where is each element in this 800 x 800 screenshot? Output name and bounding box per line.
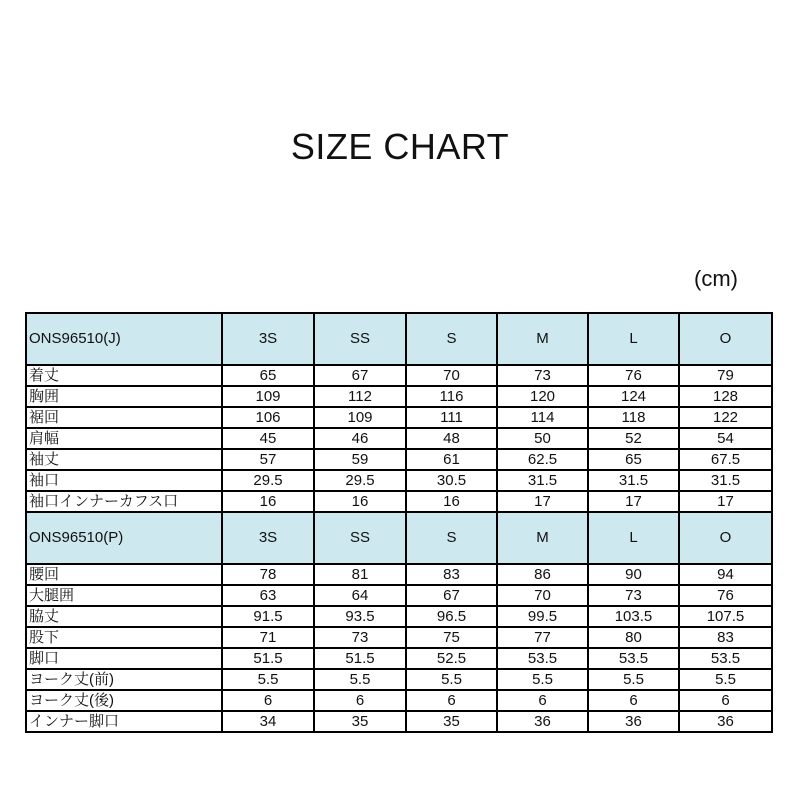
pants-model-label: ONS96510(P) (26, 512, 222, 564)
measurement-value: 30.5 (406, 470, 497, 491)
pants-size-header: M (497, 512, 588, 564)
measurement-value: 70 (497, 585, 588, 606)
measurement-label: 胸囲 (26, 386, 222, 407)
measurement-value: 17 (497, 491, 588, 512)
table-row (26, 407, 772, 428)
measurement-value: 31.5 (679, 470, 772, 491)
jacket-model-label: ONS96510(J) (26, 313, 222, 365)
measurement-value: 35 (314, 711, 406, 732)
measurement-value: 6 (406, 690, 497, 711)
unit-label: (cm) (694, 266, 738, 291)
measurement-value: 67 (314, 365, 406, 386)
measurement-label: 肩幅 (26, 428, 222, 449)
measurement-value: 78 (222, 564, 314, 585)
table-row (26, 564, 772, 585)
measurement-value: 53.5 (588, 648, 679, 669)
measurement-value: 81 (314, 564, 406, 585)
measurement-value: 29.5 (222, 470, 314, 491)
measurement-value: 5.5 (679, 669, 772, 690)
measurement-value: 103.5 (588, 606, 679, 627)
measurement-value: 6 (588, 690, 679, 711)
measurement-value: 67 (406, 585, 497, 606)
measurement-value: 109 (222, 386, 314, 407)
measurement-value: 70 (406, 365, 497, 386)
measurement-label: インナー脚口 (26, 711, 222, 732)
measurement-value: 51.5 (222, 648, 314, 669)
measurement-value: 90 (588, 564, 679, 585)
measurement-value: 86 (497, 564, 588, 585)
measurement-value: 29.5 (314, 470, 406, 491)
measurement-value: 80 (588, 627, 679, 648)
measurement-value: 59 (314, 449, 406, 470)
measurement-value: 6 (314, 690, 406, 711)
measurement-label: 裾回 (26, 407, 222, 428)
measurement-value: 48 (406, 428, 497, 449)
measurement-value: 67.5 (679, 449, 772, 470)
jacket-size-header: O (679, 313, 772, 365)
table-row (26, 606, 772, 627)
measurement-value: 52.5 (406, 648, 497, 669)
measurement-value: 96.5 (406, 606, 497, 627)
measurement-label: 袖口インナーカフス口 (26, 491, 222, 512)
measurement-label: 脚口 (26, 648, 222, 669)
measurement-value: 5.5 (314, 669, 406, 690)
measurement-value: 17 (588, 491, 679, 512)
measurement-value: 93.5 (314, 606, 406, 627)
measurement-value: 118 (588, 407, 679, 428)
measurement-value: 17 (679, 491, 772, 512)
jacket-size-header: M (497, 313, 588, 365)
measurement-value: 77 (497, 627, 588, 648)
measurement-label: 袖丈 (26, 449, 222, 470)
measurement-value: 73 (497, 365, 588, 386)
table-row (26, 491, 772, 512)
measurement-label: 脇丈 (26, 606, 222, 627)
measurement-value: 6 (679, 690, 772, 711)
measurement-value: 31.5 (497, 470, 588, 491)
measurement-value: 128 (679, 386, 772, 407)
measurement-value: 65 (222, 365, 314, 386)
measurement-value: 112 (314, 386, 406, 407)
measurement-value: 83 (679, 627, 772, 648)
measurement-value: 122 (679, 407, 772, 428)
measurement-label: 腰回 (26, 564, 222, 585)
pants-size-header: 3S (222, 512, 314, 564)
page-title: SIZE CHART (290, 126, 510, 167)
table-row (26, 690, 772, 711)
table-row (26, 585, 772, 606)
measurement-label: 股下 (26, 627, 222, 648)
measurement-value: 64 (314, 585, 406, 606)
measurement-value: 91.5 (222, 606, 314, 627)
measurement-label: ヨーク丈(前) (26, 669, 222, 690)
size-chart-table (25, 312, 773, 733)
pants-size-header: L (588, 512, 679, 564)
measurement-value: 52 (588, 428, 679, 449)
measurement-value: 5.5 (406, 669, 497, 690)
measurement-label: 大腿囲 (26, 585, 222, 606)
measurement-value: 35 (406, 711, 497, 732)
measurement-value: 5.5 (588, 669, 679, 690)
measurement-value: 71 (222, 627, 314, 648)
measurement-value: 46 (314, 428, 406, 449)
measurement-value: 36 (497, 711, 588, 732)
measurement-value: 53.5 (679, 648, 772, 669)
table-row (26, 470, 772, 491)
measurement-label: ヨーク丈(後) (26, 690, 222, 711)
measurement-value: 111 (406, 407, 497, 428)
measurement-value: 16 (406, 491, 497, 512)
jacket-size-header: SS (314, 313, 406, 365)
measurement-value: 50 (497, 428, 588, 449)
table-row (26, 365, 772, 386)
measurement-value: 16 (314, 491, 406, 512)
measurement-value: 79 (679, 365, 772, 386)
measurement-value: 54 (679, 428, 772, 449)
table-row (26, 711, 772, 732)
jacket-size-header: 3S (222, 313, 314, 365)
measurement-value: 36 (588, 711, 679, 732)
jacket-size-header: L (588, 313, 679, 365)
measurement-value: 61 (406, 449, 497, 470)
measurement-value: 114 (497, 407, 588, 428)
measurement-value: 5.5 (497, 669, 588, 690)
measurement-value: 6 (222, 690, 314, 711)
pants-size-header: O (679, 512, 772, 564)
jacket-size-header: S (406, 313, 497, 365)
pants-header-row (26, 512, 772, 564)
pants-size-header: SS (314, 512, 406, 564)
measurement-value: 75 (406, 627, 497, 648)
table-row (26, 669, 772, 690)
table-row (26, 386, 772, 407)
measurement-value: 5.5 (222, 669, 314, 690)
measurement-value: 99.5 (497, 606, 588, 627)
measurement-value: 124 (588, 386, 679, 407)
measurement-value: 76 (679, 585, 772, 606)
measurement-value: 6 (497, 690, 588, 711)
jacket-header-row (26, 313, 772, 365)
measurement-label: 袖口 (26, 470, 222, 491)
measurement-value: 31.5 (588, 470, 679, 491)
measurement-value: 116 (406, 386, 497, 407)
measurement-value: 53.5 (497, 648, 588, 669)
pants-size-header: S (406, 512, 497, 564)
measurement-value: 120 (497, 386, 588, 407)
measurement-value: 65 (588, 449, 679, 470)
measurement-value: 73 (314, 627, 406, 648)
measurement-value: 63 (222, 585, 314, 606)
measurement-label: 着丈 (26, 365, 222, 386)
table-row (26, 449, 772, 470)
table-row (26, 428, 772, 449)
measurement-value: 94 (679, 564, 772, 585)
measurement-value: 34 (222, 711, 314, 732)
measurement-value: 76 (588, 365, 679, 386)
measurement-value: 83 (406, 564, 497, 585)
measurement-value: 16 (222, 491, 314, 512)
measurement-value: 107.5 (679, 606, 772, 627)
measurement-value: 36 (679, 711, 772, 732)
measurement-value: 106 (222, 407, 314, 428)
table-row (26, 627, 772, 648)
measurement-value: 45 (222, 428, 314, 449)
measurement-value: 57 (222, 449, 314, 470)
measurement-value: 62.5 (497, 449, 588, 470)
measurement-value: 51.5 (314, 648, 406, 669)
measurement-value: 109 (314, 407, 406, 428)
measurement-value: 73 (588, 585, 679, 606)
table-row (26, 648, 772, 669)
